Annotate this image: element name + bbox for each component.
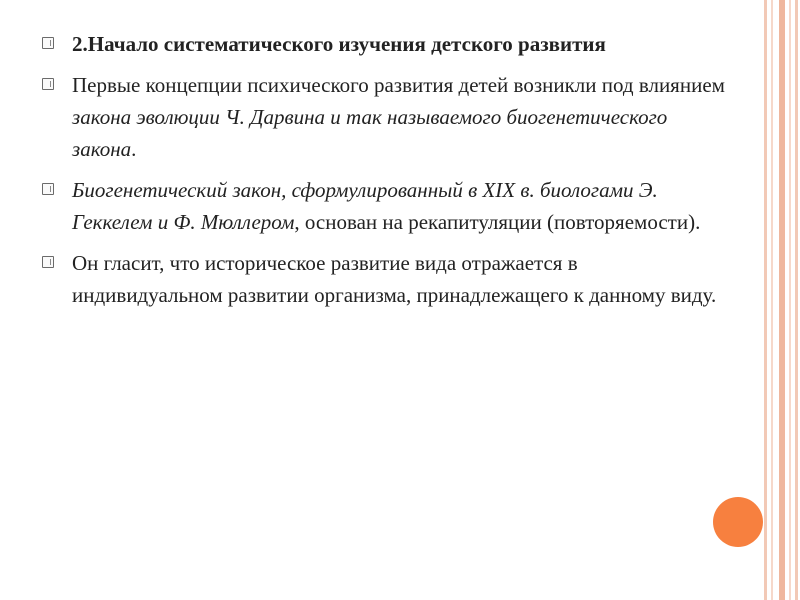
square-bullet-icon [42,183,54,195]
list-item [38,247,728,311]
point-text: Он гласит, что историческое развитие вида отражается в индивидуальном развитии организма, принадлежащего к данному виду. [72,251,717,307]
frame-line-decoration [795,0,798,600]
point-text: . [131,137,137,161]
orange-circle-icon [713,497,763,547]
point-text-italic: Биогенетический закон, сформулированный в XIX в. биологами Э. Геккелем и Ф. Мюллером [72,178,658,234]
slide-heading [38,28,728,60]
square-bullet-icon [42,78,54,90]
list-item [38,174,728,238]
frame-line-decoration [771,0,773,600]
frame-line-decoration [764,0,767,600]
square-bullet-icon [42,37,54,49]
list-item [38,69,728,165]
point-text-italic: закона эволюции Ч. Дарвина и так называемого биогенетического закона [72,105,668,161]
slide-content [38,28,728,320]
frame-line-decoration [779,0,785,600]
frame-line-decoration [789,0,791,600]
heading-text: 2.Начало систематического изучения детского развития [72,32,606,56]
square-bullet-icon [42,256,54,268]
point-text: , основан на рекапитуляции (повторяемости). [294,210,701,234]
point-text: Первые концепции психического развития детей возникли под влиянием [72,73,725,97]
